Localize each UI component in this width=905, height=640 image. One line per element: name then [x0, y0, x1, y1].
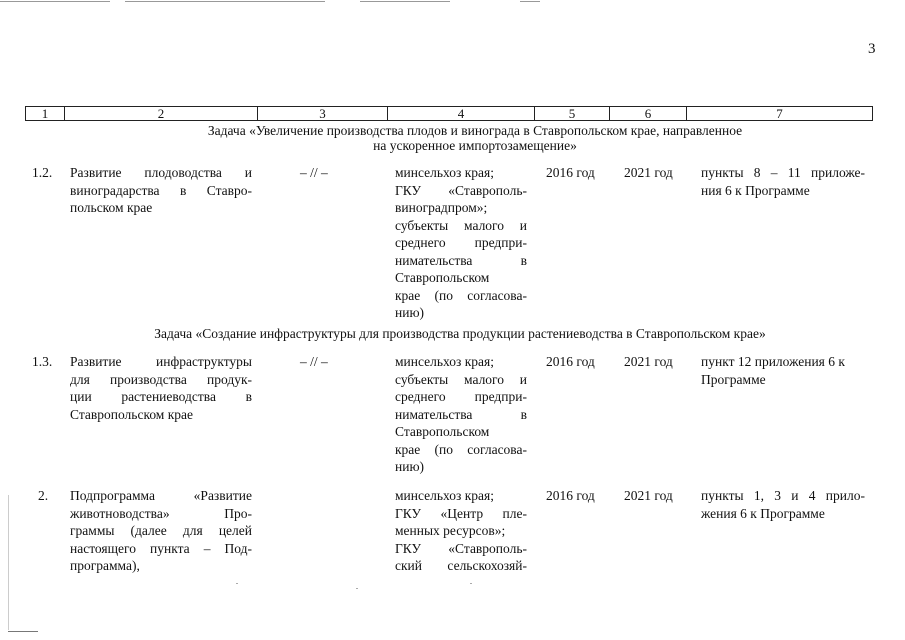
row-end-year: 2021 год [624, 165, 673, 180]
reference-line: жения 6 к Программе [701, 505, 825, 521]
col-2-number: 2 [65, 107, 258, 121]
executor-line: среднего предпри- [395, 235, 527, 250]
row-executors [395, 487, 527, 575]
reference-line: пункты 8 – 11 приложе- [701, 165, 865, 180]
row-executors [395, 353, 527, 476]
row-name-line: польском крае [70, 200, 153, 215]
col-4-number: 4 [388, 107, 535, 121]
executor-line: Ставропольском [395, 424, 490, 439]
col-7-number: 7 [687, 107, 873, 121]
row-name-line: Ставропольском крае [70, 406, 194, 422]
row-name-line: виноградарства в Ставро- [70, 182, 252, 198]
executor-line: среднего предпри- [395, 389, 527, 404]
col-5-number: 5 [535, 107, 610, 121]
row-start-year: 2016 год [546, 488, 595, 503]
executor-line: минсельхоз края; [395, 165, 494, 180]
row-name-line: граммы (далее для целей [70, 523, 252, 538]
row-number: 1.3. [32, 354, 53, 369]
executor-line: минсельхоз края; [395, 488, 494, 503]
executor-line: минсельхоз края; [395, 354, 494, 369]
row-name-line: ции растениеводства в [70, 389, 252, 404]
row-name-line: животноводства» Про- [70, 505, 252, 521]
executor-line: крае (по согласова- [395, 287, 527, 303]
column-number-header [25, 106, 873, 121]
row-name-line: настоящего пункта – Под- [70, 540, 252, 556]
scan-speck [470, 583, 472, 584]
row-ditto-mark: – // – [300, 165, 328, 180]
col-3-number: 3 [258, 107, 388, 121]
executor-line: нию) [395, 305, 425, 320]
executor-line: нимательства в [395, 406, 527, 422]
executor-line: нимательства в [395, 252, 527, 268]
row-name-line: Развитие инфраструктуры [70, 354, 252, 369]
reference-line: пункт 12 приложения 6 к [701, 354, 845, 369]
row-ditto-mark: – // – [300, 354, 328, 369]
executor-line: виноградпром»; [395, 200, 488, 215]
row-name [70, 164, 252, 217]
executor-line: ГКУ «Ставрополь- [395, 182, 527, 198]
row-reference [701, 353, 869, 388]
executor-line: ский сельскохозяй- [395, 558, 527, 573]
executor-line: субъекты малого и [395, 371, 527, 387]
page-number: 3 [868, 41, 876, 57]
top-scan-line [0, 0, 905, 4]
executor-line: Ставропольском [395, 270, 490, 285]
row-name [70, 353, 252, 423]
scan-bottom-mark [8, 631, 38, 632]
executor-line: крае (по согласова- [395, 441, 527, 457]
task-heading-fruit [120, 123, 830, 153]
scan-speck [356, 588, 358, 589]
task-heading-line: на ускоренное импортозамещение» [373, 138, 577, 153]
row-name-line: программа), [70, 558, 140, 573]
row-reference [701, 164, 865, 199]
row-number: 2. [38, 488, 49, 503]
row-name-line: для производства продук- [70, 371, 252, 387]
task-heading-line: Задача «Увеличение производства плодов и винограда в Ставропольском крае, направленное [207, 123, 743, 138]
scan-edge-line [8, 495, 9, 630]
row-name-line: Подпрограмма «Развитие [70, 488, 252, 503]
row-name [70, 487, 252, 575]
task-heading-infrastructure: Задача «Создание инфраструктуры для производства продукции растениеводства в Ставропольском крае» [154, 326, 766, 341]
row-start-year: 2016 год [546, 165, 595, 180]
row-end-year: 2021 год [624, 488, 673, 503]
row-number: 1.2. [32, 165, 53, 180]
executor-line: нию) [395, 459, 425, 474]
reference-line: ния 6 к Программе [701, 182, 810, 198]
executor-line: ГКУ «Ставрополь- [395, 540, 527, 556]
row-end-year: 2021 год [624, 354, 673, 369]
col-6-number: 6 [610, 107, 687, 121]
reference-line: пункты 1, 3 и 4 прило- [701, 488, 865, 503]
row-executors [395, 164, 527, 322]
row-name-line: Развитие плодоводства и [70, 165, 252, 180]
reference-line: Программе [701, 371, 766, 387]
row-start-year: 2016 год [546, 354, 595, 369]
executor-line: ГКУ «Центр пле- [395, 505, 527, 521]
scan-speck [236, 583, 238, 584]
col-1-number: 1 [26, 107, 65, 121]
executor-line: субъекты малого и [395, 217, 527, 233]
row-reference [701, 487, 865, 522]
executor-line: менных ресурсов»; [395, 523, 506, 538]
